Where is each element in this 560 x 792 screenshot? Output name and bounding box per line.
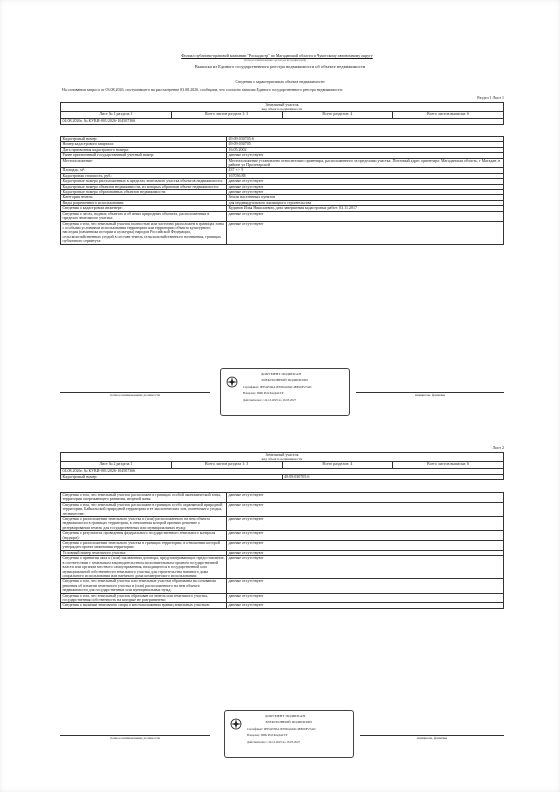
sections-total-2: Всего разделов: 4: [282, 462, 393, 469]
object-kind-2: вид объекта недвижимости: [61, 457, 504, 462]
table-row: [61, 593, 504, 603]
row-label: Дата присвоения кадастрового номера:: [61, 147, 227, 152]
table-row: [61, 211, 504, 221]
sheet1-characteristics-table: [60, 136, 504, 245]
row-value: Земли населенных пунктов: [227, 195, 504, 200]
table-row: [61, 221, 504, 244]
row-value: данные отсутствуют: [227, 153, 504, 158]
row-value: данные отсутствуют: [227, 556, 504, 579]
stamp-validity: Действителен: с 24.12.2025 по 19.03.2027: [243, 398, 297, 402]
row-label: Сведения о расположении земельного участка в границах территории, в отношении которой утвержден проект межевания территории:: [61, 541, 227, 551]
row-label: Кадастровые номера образованных объектов недвижимости:: [61, 190, 227, 195]
table-row: [61, 579, 504, 593]
row-label: Сведения о том, что земельный участок образован из земель или земельного участка, государственная собственность на которые не разграничена:: [61, 593, 227, 603]
row-value: данные отсутствуют: [227, 541, 504, 551]
row-label: Сведения о кадастровом инженере:: [61, 206, 227, 211]
row-label: Местоположение:: [61, 158, 227, 168]
row-value: данные отсутствуют: [227, 579, 504, 593]
object-type: Земельный участок: [61, 103, 504, 108]
position-caption: полное наименование должности: [110, 393, 160, 397]
stamp-owner-2: Владелец: ППК РОСКАДАСТР: [247, 733, 288, 737]
stamp-emblem-icon: [230, 718, 242, 730]
stamp-owner: Владелец: ППК РОСКАДАСТР: [243, 391, 284, 395]
document-title: Выписка из Единого государственного реестра недвижимости об объекте недвижимости: [194, 64, 366, 69]
row-label: Условный номер земельного участка:: [61, 550, 227, 555]
row-value: 49:09:030705:6: [227, 137, 504, 142]
cad-number-value-2: 49:09:030705:6: [282, 474, 504, 479]
table-row: [61, 493, 504, 503]
name-caption-2: инициалы, фамилия: [417, 736, 447, 740]
row-label: Кадастровые номера расположенных в пределах земельного участка объектов недвижимости:: [61, 179, 227, 184]
org-note: (полное наименование органа регистрации прав): [243, 58, 307, 62]
row-value: Местоположение установлено относительно ориентира, расположенного за пределами участка. Почтовый адрес ориентира: Магаданская область, г Магадан, в районе ул Пролетарской: [227, 158, 504, 168]
sheet1-header-table: [60, 102, 504, 125]
section-label: Раздел 1 Лист 1: [477, 95, 504, 100]
stamp-line2: ЭЛЕКТРОННОЙ ПОДПИСЬЮ: [261, 378, 308, 382]
stamp-certificate: Сертификат: 0ЕЕ4453DA1E39DA0A9C4BB1DF27AD: [243, 385, 312, 389]
table-row: [61, 502, 504, 516]
row-value: данные отсутствуют: [227, 502, 504, 516]
row-value: данные отсутствуют: [227, 211, 504, 221]
row-label: Сведения о расположении земельного участка и (или) расположенного на нем объекта недвижимости в границах территории, в отношении которой принято решение о резервировании земель для государственных или муниципальных нужд:: [61, 517, 227, 531]
row-value: данные отсутствуют: [227, 593, 504, 603]
row-label: Сведения о принятии акта и (или) заключении договора, предусматривающих предоставление, в соответствии с земельным законодательством исполнительным органом государственной власти или органом местного самоуправления, находящегося в государственной или муниципальной собственности земельного участка для строительства наемного дома социального использования или наемного дома коммерческого использования:: [61, 556, 227, 579]
row-value: данные отсутствуют: [227, 603, 504, 608]
row-label: Сведения о том, что земельный участок или земельные участки образованы на основании решения об изъятии земельного участка и (или) расположенного на нем объекта недвижимости для государственных или муниципальных нужд:: [61, 579, 227, 593]
row-value: 437 +/- 5: [227, 168, 504, 173]
row-value: данные отсутствуют: [227, 493, 504, 503]
row-value: данные отсутствуют: [227, 221, 504, 244]
row-value: 16.05.2002: [227, 147, 504, 152]
electronic-signature-stamp-2: [224, 710, 354, 758]
row-label: Сведения о том, что земельный участок полностью или частично расположен в границах зоны с особыми условиями использования территории или территории объекта культурного наследия (памятника истории и культуры) народов Российской Федерации, сельскохозяйственных угодий в составе земель сельскохозяйственного назначения, границах публичного сервитута:: [61, 221, 227, 244]
row-value: данные отсутствуют: [227, 190, 504, 195]
table-row: [61, 517, 504, 531]
cad-number-label-2: Кадастровый номер:: [61, 474, 283, 479]
row-label: Кадастровый номер:: [61, 137, 227, 142]
stamp-certificate-2: Сертификат: 0ЕЕ4453DA1E39DA0A9C4BB1DF27AD: [247, 727, 316, 731]
row-label: Категория земель:: [61, 195, 227, 200]
document-number-2: 04.08.2026г. № КУВИ-001/2026-104507366: [61, 469, 504, 474]
sheets-in-section: Всего листов раздела 1: 3: [171, 112, 282, 119]
object-type-2: Земельный участок: [61, 453, 504, 458]
sections-total: Всего разделов: 4: [282, 112, 393, 119]
row-label: Номер кадастрового квартала:: [61, 142, 227, 147]
table-row: [61, 158, 504, 168]
sheet2-header-table: [60, 452, 504, 480]
sheet-number-2: Лист № 2 раздела 1: [61, 462, 172, 469]
sheets-total: Всего листов выписки: 6: [393, 112, 504, 119]
table-row: [61, 531, 504, 541]
row-label: Ранее присвоенный государственный учетный номер:: [61, 153, 227, 158]
row-label: Сведения о том, что земельный участок расположен в границах особо охраняемой природной территории, Байкальской природной территории и ее экологических зон, охотничьего угодья, лесничества:: [61, 502, 227, 516]
document-subtitle: Сведения о характеристиках объекта недвижимости: [235, 79, 325, 84]
row-label: Сведения о лесах, водных объектах и об иных природных объектах, расположенных в пределах земельного участка:: [61, 211, 227, 221]
row-value: Кудинов Илья Николаевич, дата завершения кадастровых работ: 03.11.2017: [227, 206, 504, 211]
row-value: данные отсутствуют: [227, 184, 504, 189]
sheet2-label: Лист 2: [492, 445, 504, 450]
position-caption-2: полное наименование должности: [110, 736, 160, 740]
row-value: данные отсутствуют: [227, 531, 504, 541]
row-label: Площадь, м²:: [61, 168, 227, 173]
stamp-line1: ДОКУМЕНТ ПОДПИСАН: [261, 372, 301, 376]
document-number: 04.08.2026г. № КУВИ-001/2026-104507366: [61, 119, 504, 124]
row-label: Виды разрешенного использования:: [61, 200, 227, 205]
row-value: 49:09:030705: [227, 142, 504, 147]
stamp-validity-2: Действителен: с 24.12.2025 по 19.03.2027: [247, 740, 301, 744]
row-label: Кадастровая стоимость, руб.:: [61, 173, 227, 178]
row-value: для индивидуального жилищного строительства: [227, 200, 504, 205]
table-row: [61, 603, 504, 608]
row-value: данные отсутствуют: [227, 550, 504, 555]
sheet-number: Лист № 1 раздела 1: [61, 112, 172, 119]
sheet2-characteristics-table: [60, 492, 504, 609]
row-value: данные отсутствуют: [227, 179, 504, 184]
stamp-emblem-icon: [226, 376, 238, 388]
stamp-line2-2: ЭЛЕКТРОННОЙ ПОДПИСЬЮ: [265, 720, 312, 724]
row-label: Кадастровые номера объектов недвижимости, из которых образован объект недвижимости:: [61, 184, 227, 189]
table-row: [61, 541, 504, 551]
org-name: Филиал публично-правовой компании "Роскадастр" по Магаданской области и Чукотскому автономному округу: [181, 53, 373, 58]
row-value: данные отсутствуют: [227, 517, 504, 531]
sheets-in-section-2: Всего листов раздела 1: 3: [171, 462, 282, 469]
intro-text: На основании запроса от 03.08.2026, поступившего на рассмотрение 03.08.2026, сообщаем, что согласно записям Единого государственного реестра недвижимости:: [62, 87, 343, 92]
name-caption: инициалы, фамилия: [415, 393, 445, 397]
row-label: Сведения о том, что земельный участок расположен в границах особой экономической зоны, территории опережающего развития, игорной зоны:: [61, 493, 227, 503]
row-value: 167036.88: [227, 173, 504, 178]
object-kind: вид объекта недвижимости: [61, 107, 504, 112]
stamp-line1-2: ДОКУМЕНТ ПОДПИСАН: [265, 714, 305, 718]
row-label: Сведения о наличии земельного спора о местоположении границ земельных участков:: [61, 603, 227, 608]
electronic-signature-stamp: [220, 368, 350, 416]
row-label: Сведения о результатах проведения федерального государственного земельного контроля (надзора):: [61, 531, 227, 541]
table-row: [61, 556, 504, 579]
sheets-total-2: Всего листов выписки: 6: [393, 462, 504, 469]
